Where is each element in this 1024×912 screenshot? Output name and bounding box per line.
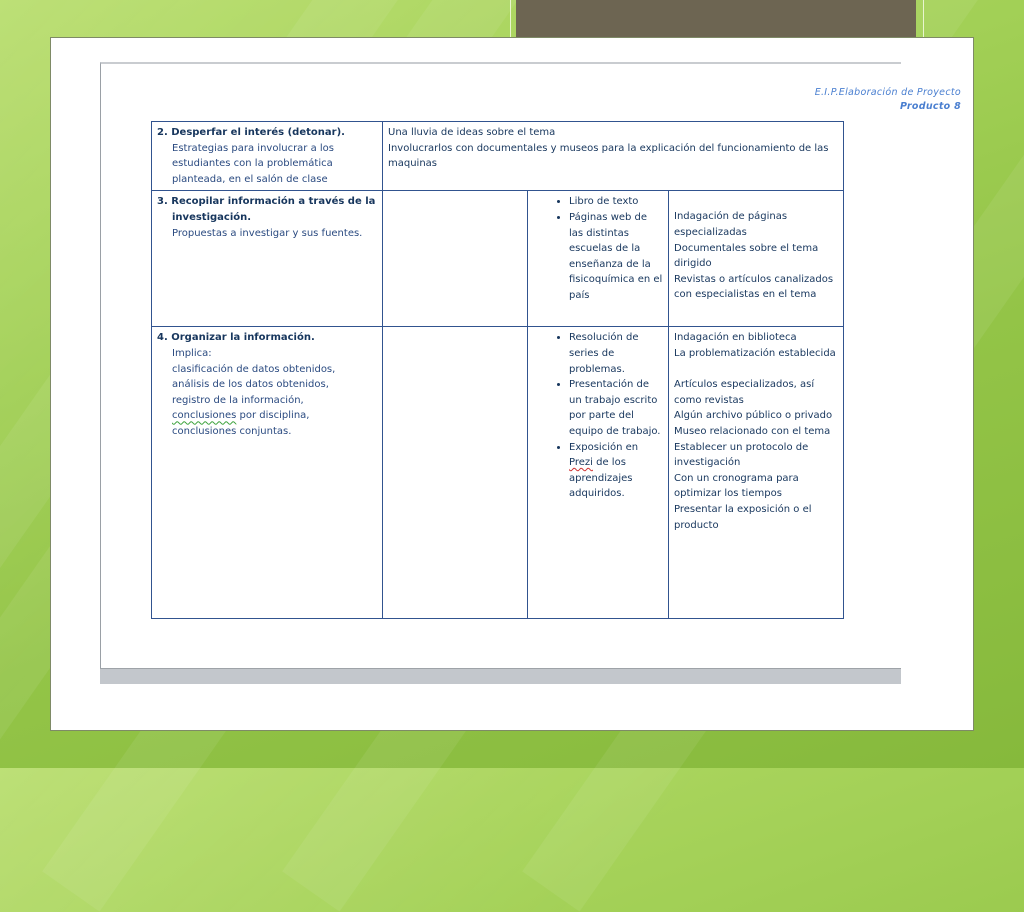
document-bottom-edge (100, 668, 901, 684)
list-item (157, 408, 377, 424)
list-item: Artículos especializados, así como revistas (674, 379, 815, 406)
spellcheck-word: Prezi (569, 457, 593, 469)
list-item: clasificación de datos obtenidos, (172, 363, 336, 375)
row3-stage-cell (152, 191, 383, 327)
list-item: • Resolución de series de problemas. (569, 330, 663, 377)
list-item: Indagación de páginas especializadas (674, 211, 788, 238)
list-item: • Páginas web de las distintas escuelas de la enseñanza de la fisicoquímica en el país (569, 210, 663, 304)
list-item-text: por disciplina, (236, 410, 310, 422)
spacer (674, 362, 838, 378)
list-item: • Presentación de un trabajo escrito por parte del equipo de trabajo. (569, 377, 663, 439)
row3-description: Propuestas a investigar y sus fuentes. (172, 227, 363, 239)
list-item: conclusiones conjuntas. (172, 425, 292, 437)
list-item: Con un cronograma para optimizar los tiempos (674, 472, 799, 500)
row2-activity-cell (383, 122, 844, 191)
list-item: Revistas o artículos canalizados con especialistas en el tema (674, 273, 834, 301)
row2-stage-cell (152, 122, 383, 191)
table-row-3 (152, 191, 844, 327)
row4-resources-cell (528, 327, 669, 619)
list-item: Algún archivo público o privado (674, 410, 833, 422)
row4-actions-cell (669, 327, 844, 619)
row4-implies: Implica: (172, 347, 212, 359)
row4-stage-cell (152, 327, 383, 619)
list-item-text: de los aprendizajes adquiridos. (569, 457, 633, 500)
row4-resources-list (533, 330, 663, 502)
row3-actions-cell (669, 191, 844, 327)
row2-activity-line1: Una lluvia de ideas sobre el tema (388, 127, 556, 138)
row4-heading: 4. Organizar la información. (157, 332, 315, 344)
list-item: Museo relacionado con el tema (674, 425, 831, 437)
row4-empty-cell (383, 327, 528, 619)
list-item-text: Exposición en (569, 441, 639, 453)
table-row-2 (152, 122, 844, 191)
row3-resources-list (533, 194, 663, 303)
list-item: registro de la información, (172, 394, 304, 406)
table-row-4 (152, 327, 844, 619)
row2-activity-line2: Involucrarlos con documentales y museos para la explicación del funcionamiento de las maquinas (388, 142, 829, 170)
row3-empty-cell (383, 191, 528, 327)
list-item (569, 440, 663, 502)
spellcheck-word: conclusiones (172, 410, 237, 422)
list-item: Establecer un protocolo de investigación (674, 441, 809, 469)
row3-heading-line2: investigación. (172, 211, 252, 223)
row3-heading-line1: 3. Recopilar información a través de la (157, 196, 376, 208)
list-item: Indagación en biblioteca (674, 332, 797, 344)
list-item: • Libro de texto (569, 194, 663, 210)
document-header (815, 86, 961, 114)
row2-description: Estrategias para involucrar a los estudiantes con la problemática planteada, en el salón de clase (172, 142, 335, 185)
header-project-title: E.I.P.Elaboración de Proyecto (814, 87, 961, 98)
list-item: Presentar la exposición o el producto (674, 503, 812, 531)
row3-resources-cell (528, 191, 669, 327)
list-item: Documentales sobre el tema dirigido (674, 242, 819, 270)
header-product-number: Producto 8 (899, 101, 961, 112)
row2-heading: 2. Desperfar el interés (detonar). (157, 127, 345, 138)
list-item: análisis de los datos obtenidos, (172, 379, 329, 391)
list-item: La problematización establecida (674, 347, 836, 359)
project-table (151, 121, 844, 619)
